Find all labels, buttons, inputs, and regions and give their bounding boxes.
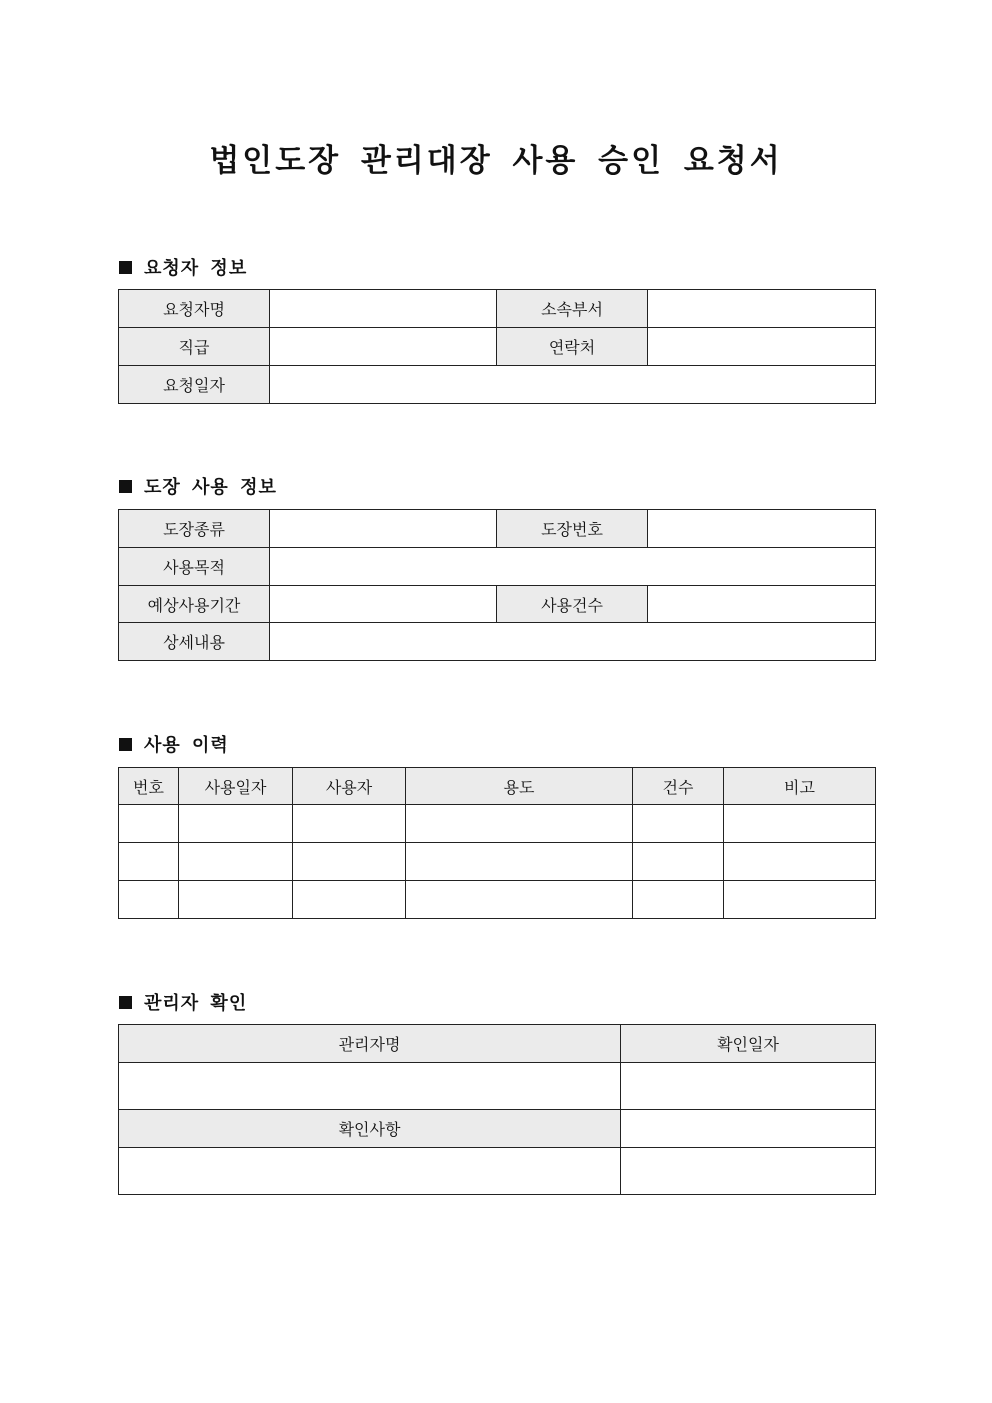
section-heading-manager: [119, 989, 247, 1015]
cell-number[interactable]: [119, 805, 179, 843]
cell-count[interactable]: [633, 843, 724, 881]
field-seal-number[interactable]: [648, 510, 876, 548]
cell-user[interactable]: [293, 881, 406, 919]
field-position[interactable]: [270, 328, 497, 366]
column-header-user: 사용자: [293, 768, 406, 805]
label-requester-name: 요청자명: [119, 290, 270, 328]
field-department[interactable]: [648, 290, 876, 328]
label-purpose: 사용목적: [119, 548, 270, 586]
table-header-row: [119, 768, 876, 805]
table-row: [119, 843, 876, 881]
table-row: [119, 290, 876, 328]
cell-user[interactable]: [293, 843, 406, 881]
cell-remarks[interactable]: [724, 881, 876, 919]
table-row: [119, 510, 876, 548]
label-manager-name: 관리자명: [119, 1025, 621, 1063]
table-row: [119, 328, 876, 366]
table-row: [119, 586, 876, 623]
field-manager-name[interactable]: [119, 1063, 621, 1110]
table-row: [119, 1063, 876, 1110]
column-header-remarks: 비고: [724, 768, 876, 805]
table-row: [119, 366, 876, 404]
section-heading-history: [119, 731, 229, 757]
column-header-count: 건수: [633, 768, 724, 805]
cell-purpose[interactable]: [406, 881, 633, 919]
table-row: [119, 1110, 876, 1148]
field-confirm-notes[interactable]: [119, 1148, 621, 1195]
usage-history-table: [118, 767, 876, 919]
field-requester-name[interactable]: [270, 290, 497, 328]
document-title: 법인도장 관리대장 사용 승인 요청서: [209, 143, 783, 179]
section-heading-label: 사용 이력: [144, 735, 229, 756]
cell-user[interactable]: [293, 805, 406, 843]
cell-usage-date[interactable]: [179, 881, 293, 919]
cell-count[interactable]: [633, 881, 724, 919]
section-heading-requester: [119, 254, 247, 280]
manager-confirmation-table: [118, 1024, 876, 1195]
field-purpose[interactable]: [270, 548, 876, 586]
cell-number[interactable]: [119, 881, 179, 919]
cell-count[interactable]: [633, 805, 724, 843]
section-heading-label: 관리자 확인: [144, 993, 248, 1014]
cell-remarks[interactable]: [724, 805, 876, 843]
cell-usage-date[interactable]: [179, 843, 293, 881]
requester-info-table: [118, 289, 876, 404]
label-request-date: 요청일자: [119, 366, 270, 404]
field-seal-type[interactable]: [270, 510, 497, 548]
field-confirm-blank[interactable]: [621, 1110, 876, 1148]
field-details[interactable]: [270, 623, 876, 661]
field-contact[interactable]: [648, 328, 876, 366]
square-bullet-icon: [119, 996, 132, 1009]
section-heading-label: 요청자 정보: [144, 258, 248, 279]
table-header-row: [119, 1025, 876, 1063]
column-header-number: 번호: [119, 768, 179, 805]
table-row: [119, 881, 876, 919]
field-request-date[interactable]: [270, 366, 876, 404]
label-usage-count: 사용건수: [497, 586, 648, 623]
table-row: [119, 623, 876, 661]
column-header-usage-date: 사용일자: [179, 768, 293, 805]
cell-purpose[interactable]: [406, 843, 633, 881]
cell-number[interactable]: [119, 843, 179, 881]
label-expected-period: 예상사용기간: [119, 586, 270, 623]
table-row: [119, 548, 876, 586]
cell-usage-date[interactable]: [179, 805, 293, 843]
label-confirm-notes: 확인사항: [119, 1110, 621, 1148]
field-confirm-date[interactable]: [621, 1063, 876, 1110]
label-seal-type: 도장종류: [119, 510, 270, 548]
label-confirm-date: 확인일자: [621, 1025, 876, 1063]
table-row: [119, 805, 876, 843]
seal-usage-table: [118, 509, 876, 661]
label-position: 직급: [119, 328, 270, 366]
cell-remarks[interactable]: [724, 843, 876, 881]
square-bullet-icon: [119, 261, 132, 274]
field-confirm-blank[interactable]: [621, 1148, 876, 1195]
label-contact: 연락처: [497, 328, 648, 366]
cell-purpose[interactable]: [406, 805, 633, 843]
section-heading-label: 도장 사용 정보: [144, 477, 277, 498]
label-details: 상세내용: [119, 623, 270, 661]
square-bullet-icon: [119, 480, 132, 493]
section-heading-seal-usage: [119, 473, 277, 499]
square-bullet-icon: [119, 738, 132, 751]
column-header-purpose: 용도: [406, 768, 633, 805]
label-department: 소속부서: [497, 290, 648, 328]
field-expected-period[interactable]: [270, 586, 497, 623]
table-row: [119, 1148, 876, 1195]
field-usage-count[interactable]: [648, 586, 876, 623]
label-seal-number: 도장번호: [497, 510, 648, 548]
